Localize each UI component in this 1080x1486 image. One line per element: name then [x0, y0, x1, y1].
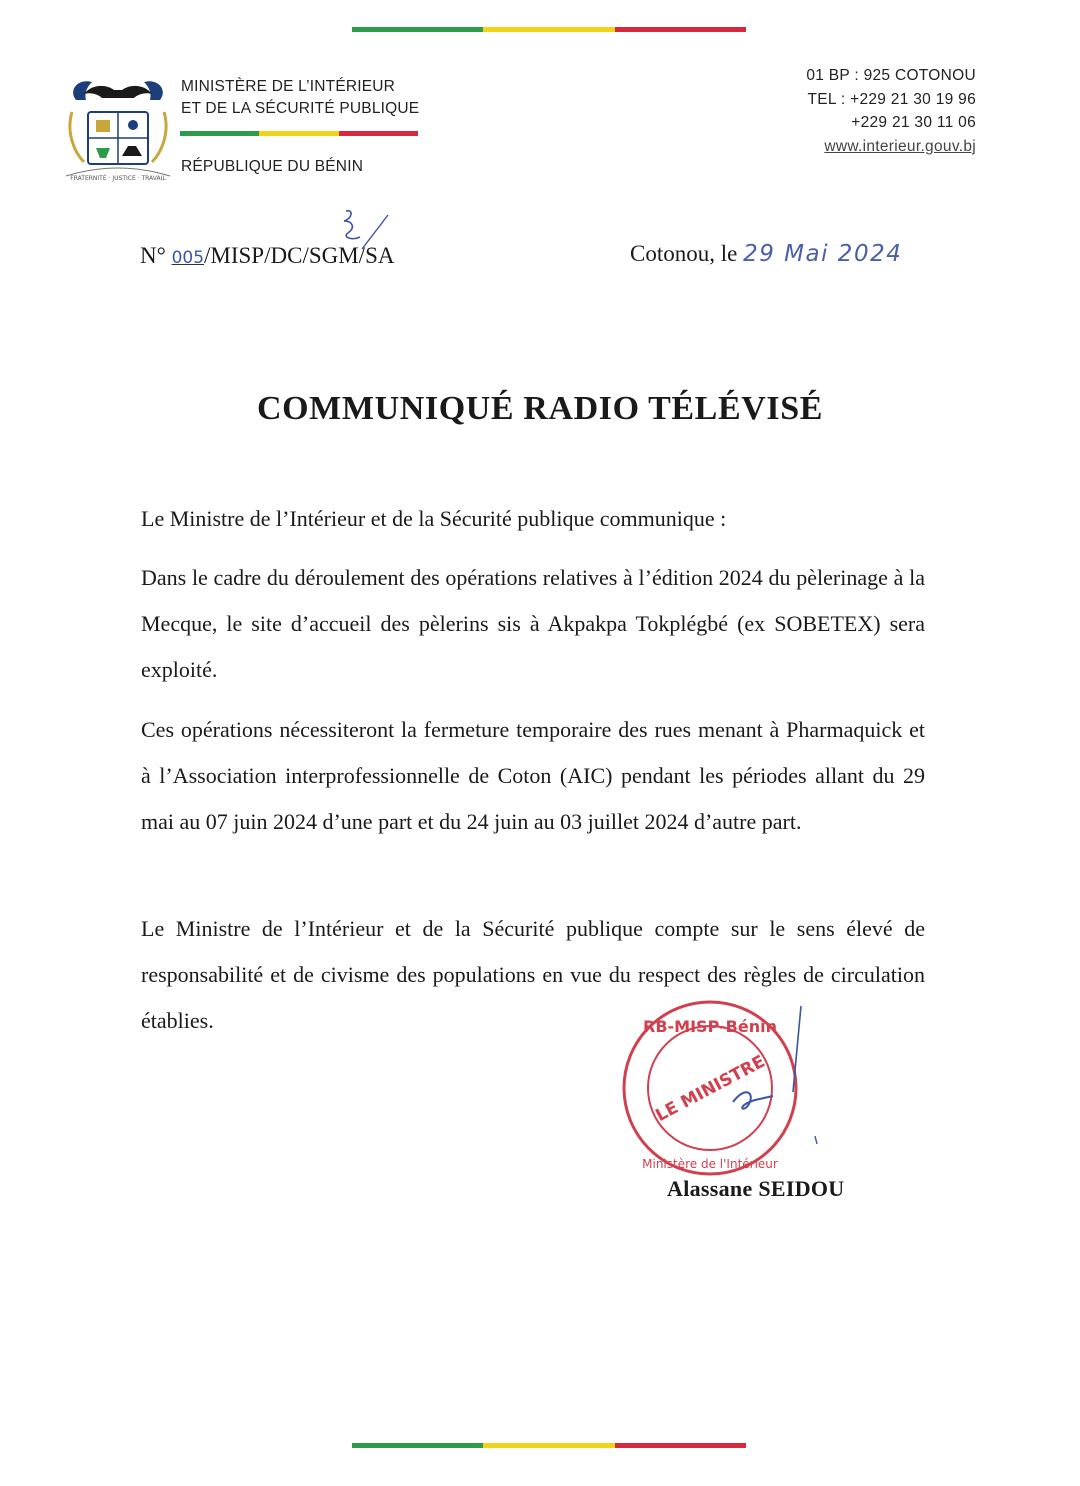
phone-1: TEL : +229 21 30 19 96: [807, 90, 976, 108]
phone-2: +229 21 30 11 06: [851, 114, 976, 131]
reference-number: [140, 243, 394, 269]
ministry-name: [181, 76, 481, 120]
svg-text:RB-MISP-Bénin: RB-MISP-Bénin: [643, 1017, 777, 1036]
reference-prefix: N°: [140, 243, 166, 268]
contact-block: [806, 64, 976, 158]
flag-stripe-top: [352, 27, 746, 32]
republic-name: RÉPUBLIQUE DU BÉNIN: [181, 158, 364, 175]
body-paragraph-1: Dans le cadre du déroulement des opérations relatives à l’édition 2024 du pèlerinage à la Mecque, le site d’accueil des pèlerins sis à Akpakpa Tokplégbé (ex SOBETEX) sera exploité.: [141, 565, 925, 682]
flag-stripe-header: [180, 131, 418, 136]
dateline: [630, 241, 902, 267]
initials-mark-icon: [332, 207, 392, 259]
body-paragraph-2: Ces opérations nécessiteront la fermeture temporaire des rues menant à Pharmaquick et à l’Association interprofessionnelle de Coton (AIC) pendant les périodes allant du 29 mai au 07 juin 2024 d’une part et du 24 juin au 03 juillet 2024 d’autre part.: [141, 717, 925, 834]
benin-coat-of-arms-icon: [62, 72, 174, 187]
svg-text:LE MINISTRE: LE MINISTRE: [652, 1051, 769, 1127]
ministry-stamp-icon: [605, 996, 825, 1186]
website-link[interactable]: www.interieur.gouv.bj: [824, 137, 976, 155]
ministry-line-2: ET DE LA SÉCURITÉ PUBLIQUE: [181, 100, 420, 117]
svg-text:Ministère de l'Intérieur: Ministère de l'Intérieur: [642, 1157, 778, 1171]
svg-text:FRATERNITÉ · JUSTICE · TRAVAIL: FRATERNITÉ · JUSTICE · TRAVAIL: [70, 175, 166, 182]
body-intro: Le Ministre de l’Intérieur et de la Sécurité publique communique :: [141, 506, 727, 531]
ministry-line-1: MINISTÈRE DE L’INTÉRIEUR: [181, 78, 396, 95]
reference-suffix: /MISP/DC/SGM/SA: [204, 243, 395, 268]
reference-handwritten-number: 005: [171, 248, 205, 268]
signatory-name: Alassane SEIDOU: [667, 1176, 845, 1201]
communique-title: COMMUNIQUÉ RADIO TÉLÉVISÉ: [256, 390, 823, 427]
flag-stripe-bottom: [352, 1443, 746, 1448]
dateline-handwritten-date: 29 Mai 2024: [743, 241, 903, 267]
body-paragraph-3: Le Ministre de l’Intérieur et de la Sécurité publique compte sur le sens élevé de responsabilité et de civisme des populations en vue du respect des règles de circulation établies.: [141, 916, 925, 1033]
dateline-place: Cotonou, le: [630, 241, 738, 266]
postal-box: 01 BP : 925 COTONOU: [806, 67, 976, 84]
